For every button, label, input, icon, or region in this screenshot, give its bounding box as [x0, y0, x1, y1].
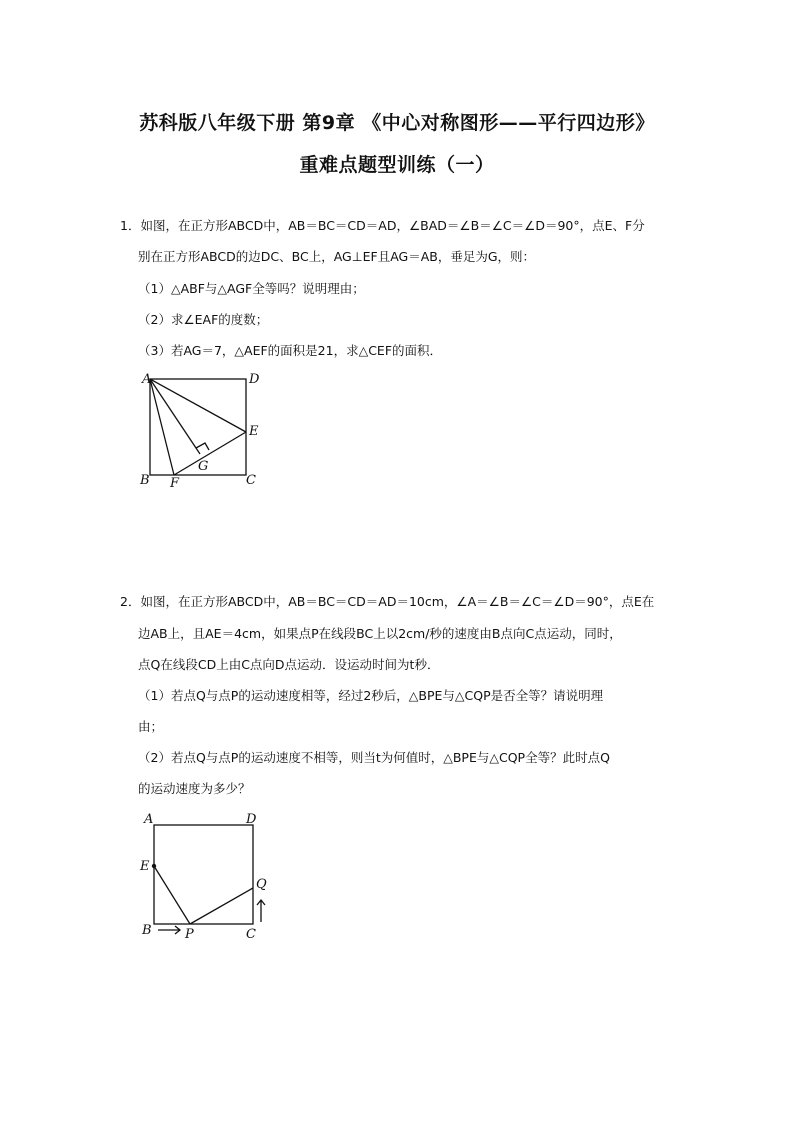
q1-label-B: B: [140, 473, 150, 488]
q2-label-P: P: [185, 927, 194, 942]
q2-part-2-cont: 的运动速度为多少？: [138, 781, 251, 796]
q2-label-E: E: [140, 859, 150, 874]
q1-line-1: 1．如图，在正方形ABCD中，AB＝BC＝CD＝AD，∠BAD＝∠B＝∠C＝∠D＝90°，点E、F分: [120, 218, 645, 233]
q2-square: [154, 825, 253, 924]
q1-part-2: （2）求∠EAF的度数；: [138, 312, 269, 327]
q1-right-angle-mark: [196, 443, 209, 450]
q2-label-Q: Q: [256, 877, 267, 892]
q1-label-F: F: [170, 476, 180, 491]
q1-label-A: A: [142, 372, 152, 387]
q2-line-1: 2．如图，在正方形ABCD中，AB＝BC＝CD＝AD＝10cm，∠A＝∠B＝∠C＝∠D＝90°，点E在: [120, 594, 655, 609]
q1-label-E: E: [249, 424, 259, 439]
q1-label-D: D: [249, 372, 260, 387]
q1-figure: [130, 362, 280, 492]
q1-segment-EF: [174, 432, 246, 475]
q2-part-1: （1）若点Q与点P的运动速度相等，经过2秒后，△BPE与△CQP是否全等？请说明理: [138, 688, 604, 703]
q2-label-B: B: [142, 923, 152, 938]
q1-segment-AF: [150, 379, 174, 475]
page-title-line1: 苏科版八年级下册 第9章 《中心对称图形——平行四边形》: [139, 112, 655, 134]
q1-line-2: 别在正方形ABCD的边DC、BC上，AG⊥EF且AG＝AB，垂足为G，则：: [138, 249, 536, 264]
q2-point-E: [152, 864, 156, 868]
q2-figure: [136, 806, 286, 946]
q2-segment-PQ: [190, 888, 253, 924]
q1-part-1: （1）△ABF与△AGF全等吗？说明理由；: [138, 281, 365, 296]
q2-part-2: （2）若点Q与点P的运动速度不相等，则当t为何值时，△BPE与△CQP全等？此时点Q: [138, 750, 610, 765]
q2-line-2: 边AB上，且AE＝4cm，如果点P在线段BC上以2cm/秒的速度由B点向C点运动，同时，: [138, 626, 622, 641]
page-title-line2: 重难点题型训练（一）: [299, 154, 495, 176]
q2-label-C: C: [246, 927, 256, 942]
q1-label-C: C: [246, 473, 256, 488]
q1-segment-AG: [150, 379, 200, 454]
q1-segment-AE: [150, 379, 246, 432]
q2-line-3: 点Q在线段CD上由C点向D点运动．设运动时间为t秒．: [138, 657, 440, 672]
q2-label-D: D: [246, 812, 257, 827]
q1-label-G: G: [198, 459, 209, 474]
q2-part-1-cont: 由；: [138, 719, 164, 734]
q1-part-3: （3）若AG＝7，△AEF的面积是21，求△CEF的面积．: [138, 343, 443, 358]
q2-segment-EP: [154, 866, 190, 924]
q2-label-A: A: [144, 812, 154, 827]
